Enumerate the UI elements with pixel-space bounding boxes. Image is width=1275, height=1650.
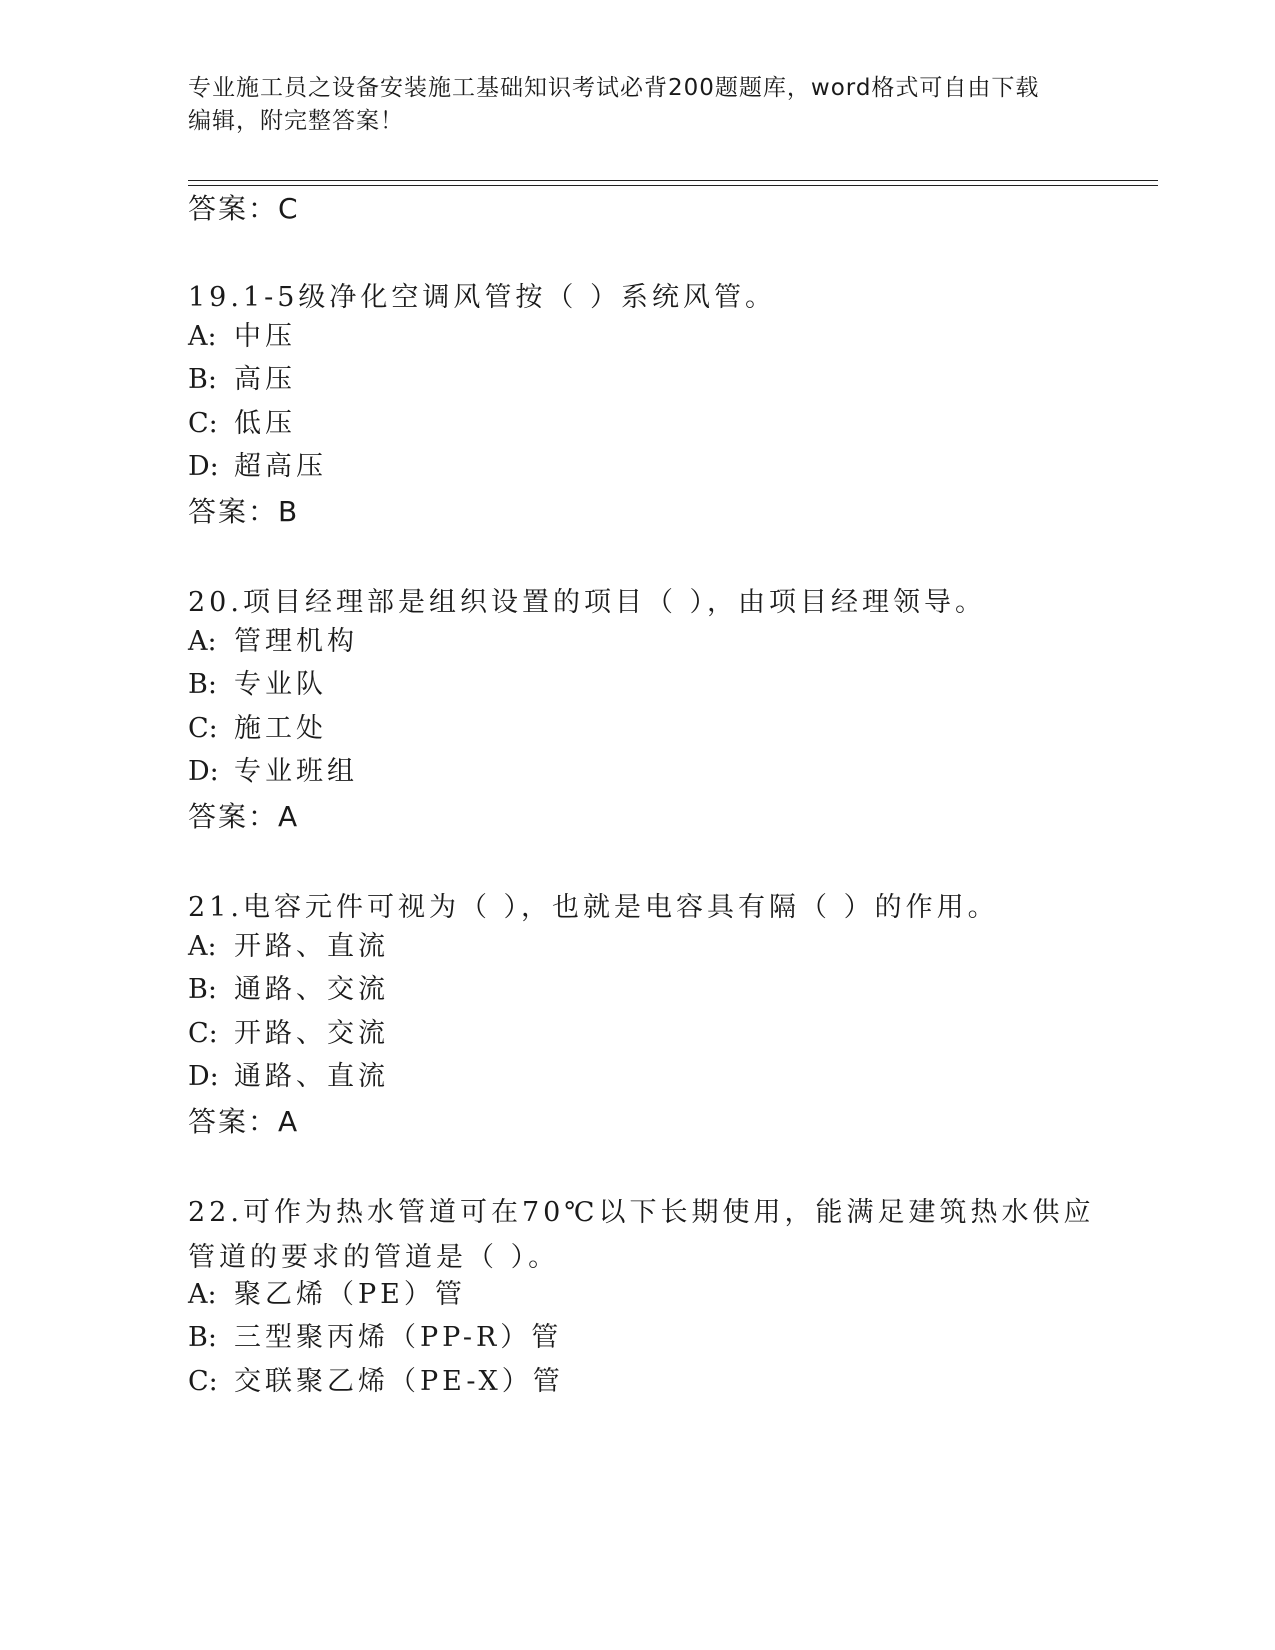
option-text: 专业班组: [234, 756, 358, 787]
question-20-option-b: [188, 667, 327, 703]
option-letter: A:: [188, 321, 217, 352]
option-letter: B:: [188, 974, 217, 1005]
question-21-option-b: [188, 972, 389, 1008]
option-text: 三型聚丙烯（PP-R）管: [234, 1322, 563, 1353]
option-letter: C:: [188, 1366, 218, 1397]
option-text: 超高压: [234, 451, 327, 482]
question-22-option-b: [188, 1320, 562, 1356]
option-letter: D:: [188, 1061, 219, 1092]
question-19-text: 19.1-5级净化空调风管按（ ）系统风管。: [188, 282, 777, 313]
question-20-option-d: [188, 754, 358, 790]
header-line-2: 编辑，附完整答案！: [188, 108, 404, 134]
option-text: 高压: [234, 364, 296, 395]
option-text: 通路、交流: [234, 974, 389, 1005]
option-letter: B:: [188, 364, 217, 395]
option-text: 低压: [234, 408, 296, 439]
option-letter: D:: [188, 451, 219, 482]
option-letter: A:: [188, 626, 217, 657]
question-19-option-c: [188, 406, 296, 442]
option-text: 聚乙烯（PE）管: [234, 1279, 466, 1310]
question-22-text: 22.可作为热水管道可在70℃以下长期使用，能满足建筑热水供应管道的要求的管道是（ ）。: [188, 1197, 1095, 1273]
question-19-option-b: [188, 362, 296, 398]
question-22-option-c: [188, 1364, 564, 1400]
document-header: [188, 72, 1088, 138]
option-text: 施工处: [234, 713, 327, 744]
option-letter: D:: [188, 756, 219, 787]
option-text: 中压: [234, 321, 296, 352]
question-20-option-c: [188, 711, 327, 747]
question-20-text: 20.项目经理部是组织设置的项目（ ），由项目经理领导。: [188, 587, 987, 618]
question-20-option-a: [188, 624, 358, 660]
question-19-option-a: [188, 319, 296, 355]
question-22-option-a: [188, 1277, 466, 1313]
question-21-answer: 答案：A: [188, 1105, 300, 1138]
option-letter: B:: [188, 669, 217, 700]
question-19-option-d: [188, 449, 327, 485]
option-letter: C:: [188, 1018, 218, 1049]
question-20-answer: 答案：A: [188, 800, 300, 833]
option-text: 开路、直流: [234, 931, 389, 962]
header-divider-top: [188, 180, 1158, 181]
question-21-option-c: [188, 1016, 389, 1052]
option-text: 开路、交流: [234, 1018, 389, 1049]
header-divider-bottom: [188, 185, 1158, 186]
question-21-option-d: [188, 1059, 389, 1095]
option-letter: A:: [188, 931, 217, 962]
option-text: 管理机构: [234, 626, 358, 657]
question-21-text: 21.电容元件可视为（ ），也就是电容具有隔（ ）的作用。: [188, 892, 999, 923]
option-text: 专业队: [234, 669, 327, 700]
option-text: 交联聚乙烯（PE-X）管: [234, 1366, 564, 1397]
option-letter: C:: [188, 408, 218, 439]
option-letter: C:: [188, 713, 218, 744]
previous-answer: 答案：C: [188, 192, 300, 225]
option-letter: A:: [188, 1279, 217, 1310]
option-text: 通路、直流: [234, 1061, 389, 1092]
question-21-option-a: [188, 929, 389, 965]
header-line-1: 专业施工员之设备安装施工基础知识考试必背200题题库，word格式可自由下载: [188, 75, 1040, 101]
question-19-answer: 答案：B: [188, 495, 300, 528]
option-letter: B:: [188, 1322, 217, 1353]
